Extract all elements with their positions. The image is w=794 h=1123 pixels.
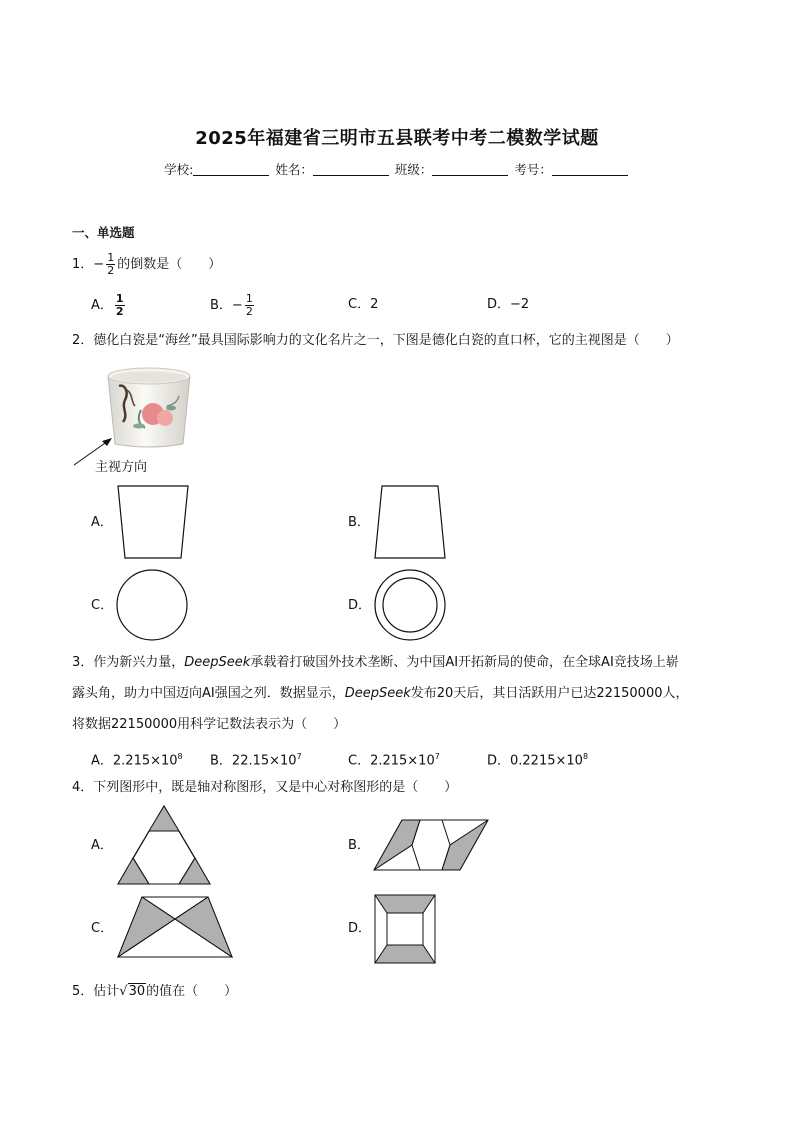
q4-option-a-label[interactable]: A．: [91, 838, 113, 853]
class-blank: [432, 163, 508, 176]
text: 发布20天后，其日活跃用户已达22150000人，: [410, 686, 689, 701]
text: 3．作为新兴力量，: [72, 655, 185, 670]
question-2-stem: 2．德化白瓷是“海丝”最具国际影响力的文化名片之一，下图是德化白瓷的直口杯，它的主视图是（ ）: [72, 333, 679, 348]
q2-option-d-figure[interactable]: [372, 569, 448, 645]
q3-option-c[interactable]: [348, 747, 440, 771]
question-3-line-3: 将数据22150000用科学记数法表示为（ ）: [72, 717, 347, 732]
q2-option-a-figure[interactable]: [115, 484, 191, 560]
q3-option-b[interactable]: [210, 747, 302, 771]
stem-tail: 的倒数是（ ）: [117, 257, 222, 272]
exponent: 7: [434, 752, 440, 761]
q1-option-d[interactable]: D．−2: [487, 297, 530, 312]
section-heading: 一、单选题: [72, 225, 135, 240]
text: 露头角，助力中国迈向AI强国之列．数据显示，: [72, 686, 345, 701]
fraction: [106, 252, 115, 277]
denominator: 2: [245, 305, 253, 318]
page-title: 2025年福建省三明市五县联考中考二模数学试题: [195, 128, 599, 149]
fraction: [115, 293, 125, 318]
question-5-stem: [72, 982, 237, 1002]
q4-option-d-label[interactable]: D．: [348, 921, 372, 936]
q2-option-d-label[interactable]: D．: [348, 598, 372, 613]
q1-option-b[interactable]: [210, 293, 256, 318]
question-4-stem: 4．下列图形中，既是轴对称图形，又是中心对称图形的是（ ）: [72, 780, 458, 795]
porcelain-cup-image: [105, 366, 193, 450]
q4-option-d-figure[interactable]: [373, 893, 437, 965]
school-blank: [193, 163, 269, 176]
numerator: 1: [107, 251, 115, 264]
denominator: 2: [115, 305, 124, 318]
option-label: B．−: [210, 298, 243, 313]
question-number: 1．: [72, 257, 94, 272]
option-label: A．: [91, 298, 113, 313]
name-blank: [313, 163, 389, 176]
text: 5．估计: [72, 984, 120, 999]
q1-option-c[interactable]: C．2: [348, 297, 379, 312]
option-text: B．22.15×10: [210, 753, 297, 769]
class-label: 班级：: [394, 162, 433, 177]
q2-option-c-figure[interactable]: [115, 569, 191, 645]
question-3-line-1: [72, 653, 679, 673]
sqrt-symbol: √: [119, 984, 128, 999]
brand-name: DeepSeek: [184, 655, 251, 670]
school-label: 学校:: [164, 162, 194, 177]
numerator: 1: [115, 292, 124, 305]
radicand: 30: [128, 984, 146, 999]
view-direction-label: 主视方向: [95, 460, 148, 475]
text: 承载着打破国外技术垄断、为中国AI开拓新局的使命，在全球AI竞技场上崭: [250, 655, 679, 670]
option-text: A．2.215×10: [91, 753, 178, 769]
option-text: C．2.215×10: [348, 753, 435, 769]
q2-option-a-label[interactable]: A．: [91, 515, 113, 530]
minus-sign: −: [93, 257, 105, 272]
q4-option-a-figure[interactable]: [116, 804, 212, 886]
q4-option-b-figure[interactable]: [372, 818, 490, 872]
q4-option-b-label[interactable]: B．: [348, 838, 370, 853]
fraction: [245, 293, 254, 318]
question-3-line-2: [72, 684, 689, 704]
q4-option-c-figure[interactable]: [116, 895, 234, 959]
q3-option-a[interactable]: [91, 747, 183, 771]
exponent: 8: [177, 752, 183, 761]
numerator: 1: [245, 292, 253, 305]
exponent: 8: [582, 752, 589, 761]
name-label: 姓名：: [275, 162, 313, 177]
q1-option-a[interactable]: [91, 293, 127, 318]
q2-option-b-label[interactable]: B．: [348, 515, 370, 530]
q3-option-d[interactable]: [487, 747, 588, 771]
student-info-line: [0, 160, 794, 178]
denominator: 2: [107, 264, 115, 277]
q4-option-c-label[interactable]: C．: [91, 921, 114, 936]
q2-option-b-figure[interactable]: [372, 484, 448, 560]
text: 的值在（ ）: [146, 984, 238, 999]
brand-name: DeepSeek: [344, 686, 411, 701]
exam-no-blank: [552, 163, 628, 176]
exponent: 7: [296, 752, 302, 761]
exam-no-label: 考号：: [514, 162, 552, 177]
q2-option-c-label[interactable]: C．: [91, 598, 114, 613]
option-text: D．0.2215×10: [487, 753, 583, 769]
question-1-stem: [72, 252, 221, 277]
